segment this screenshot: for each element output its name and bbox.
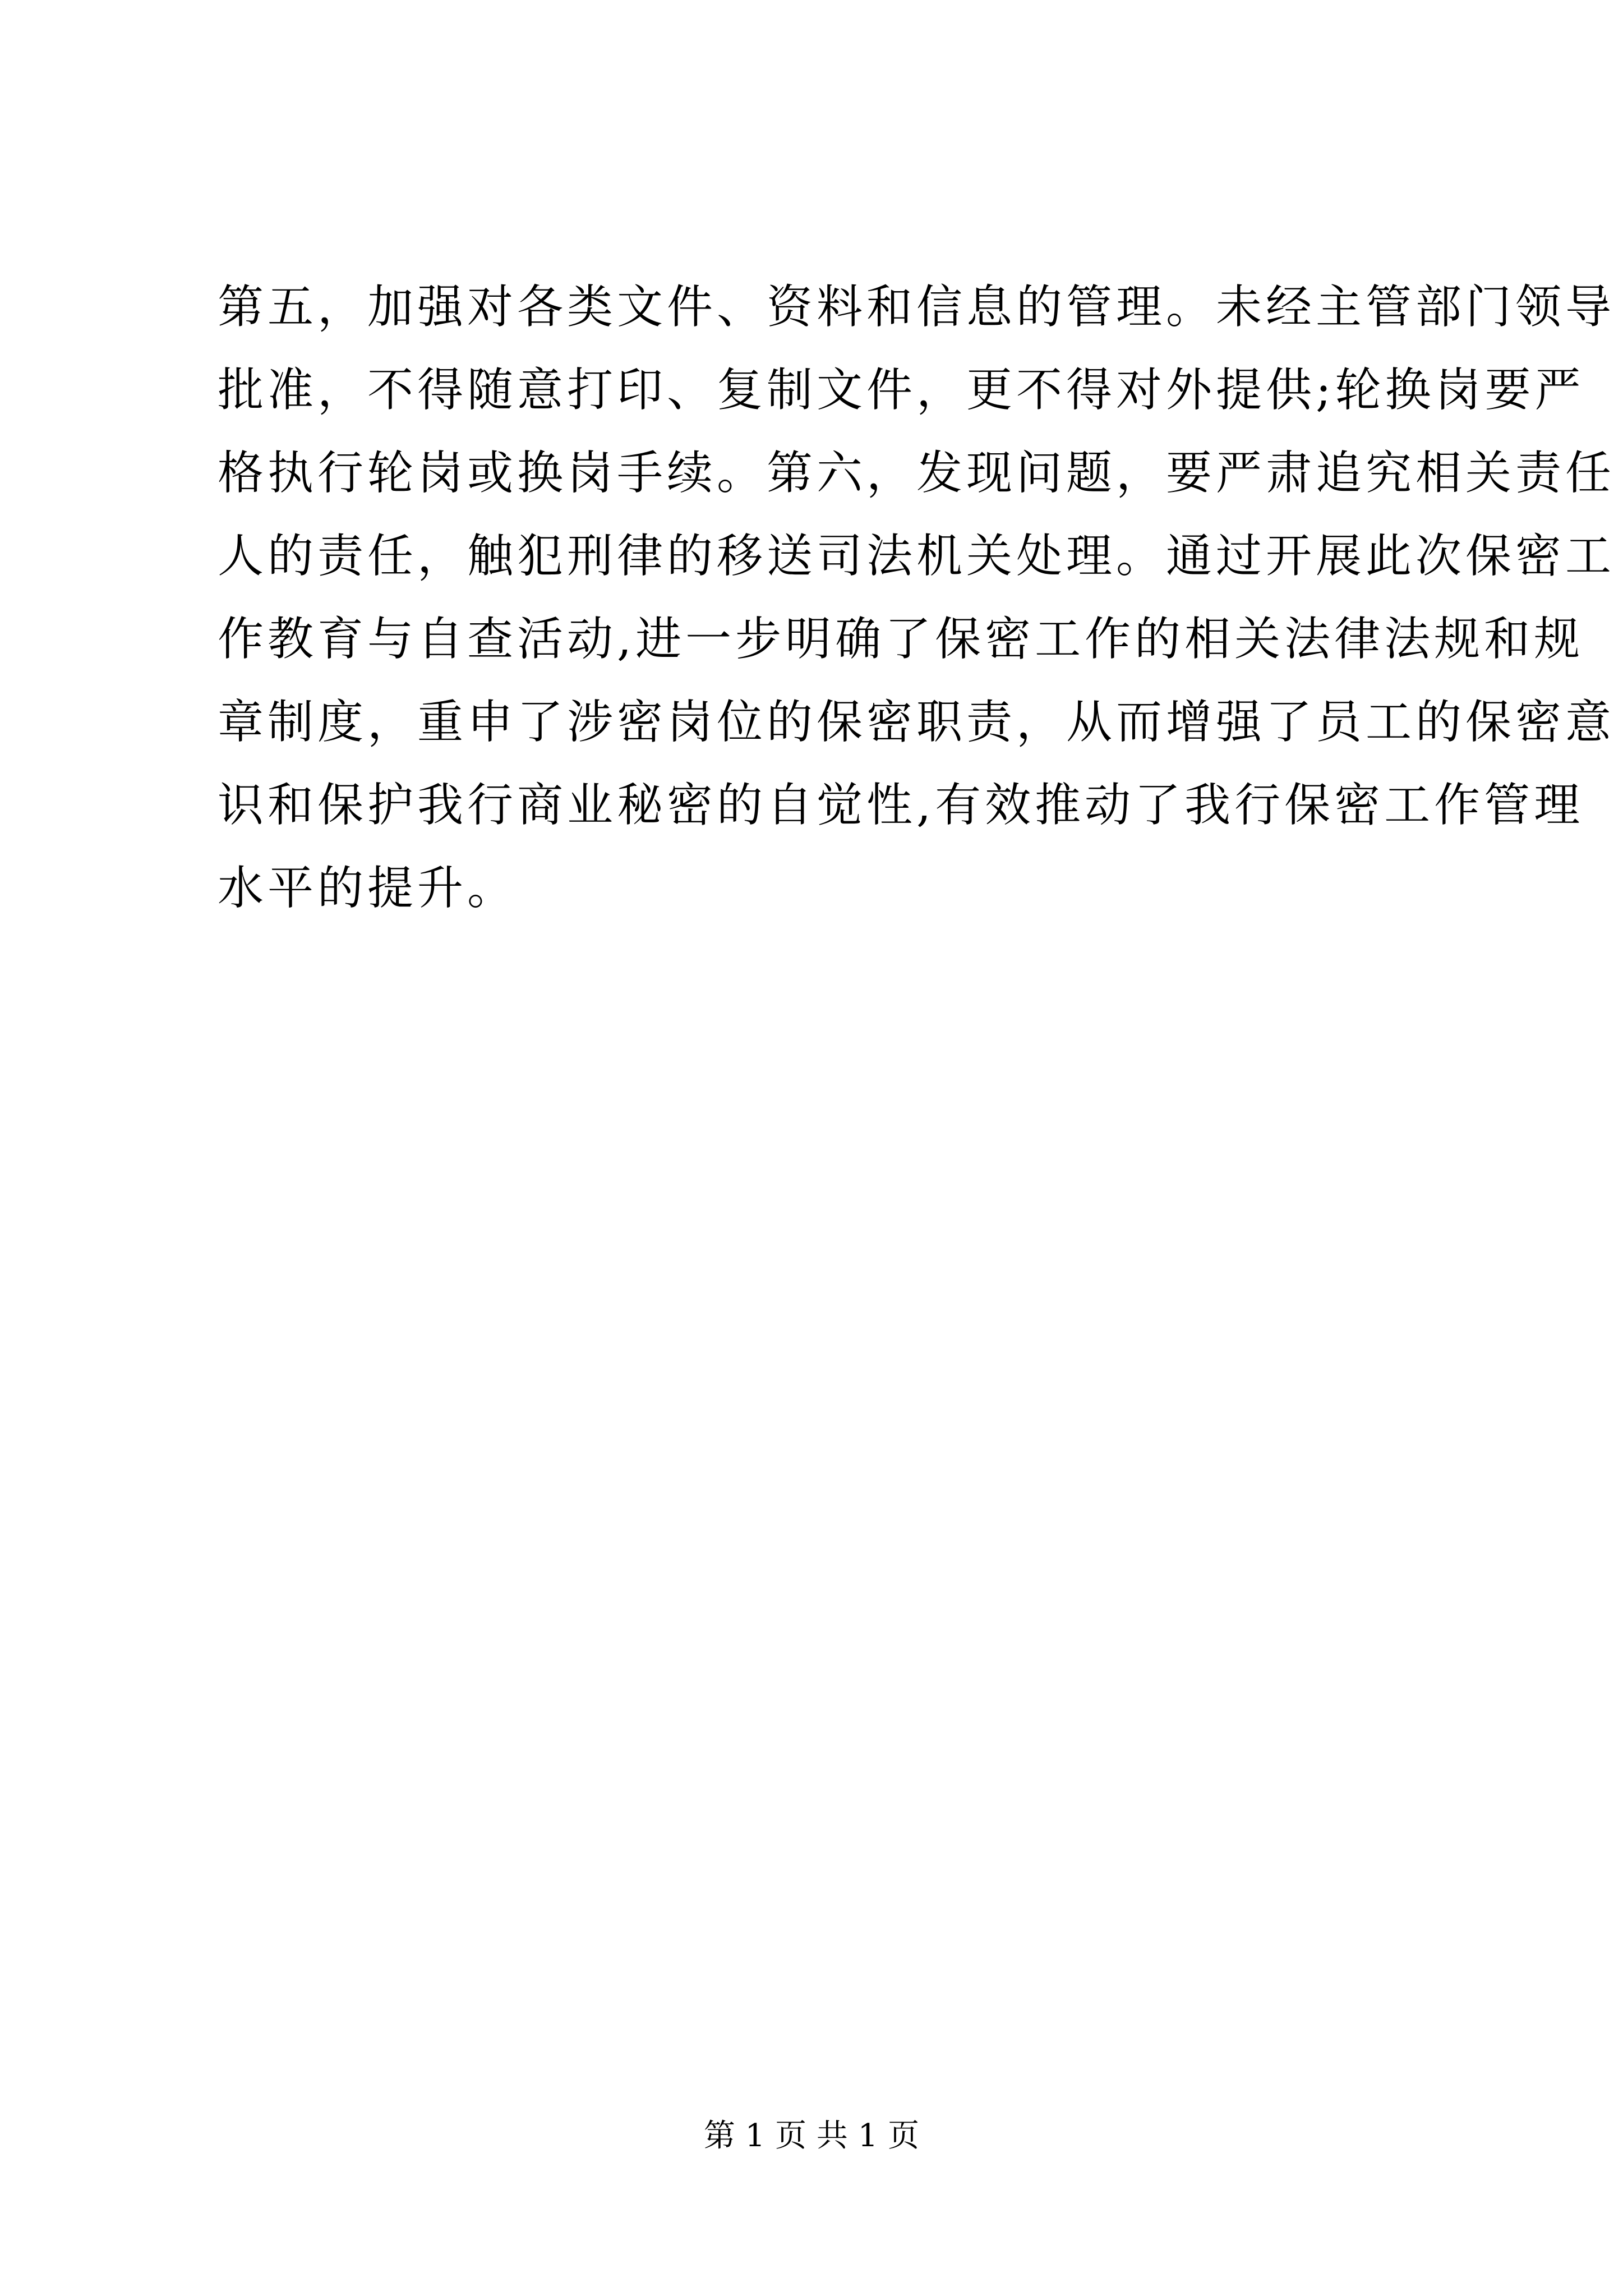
paragraph-line: 格执行轮岗或换岗手续。第六，发现问题，要严肃追究相关责任 xyxy=(218,447,1616,500)
paragraph-line: 章制度，重申了涉密岗位的保密职责，从而增强了员工的保密意 xyxy=(218,696,1616,749)
body-paragraph xyxy=(218,266,1616,930)
paragraph-line: 第五，加强对各类文件、资料和信息的管理。未经主管部门领导 xyxy=(218,280,1616,334)
paragraph-line: 作教育与自查活动,进一步明确了保密工作的相关法律法规和规 xyxy=(218,613,1584,666)
paragraph-line: 人的责任，触犯刑律的移送司法机关处理。通过开展此次保密工 xyxy=(218,530,1616,583)
paragraph-line: 水平的提升。 xyxy=(218,862,518,915)
paragraph-line: 批准，不得随意打印、复制文件，更不得对外提供;轮换岗要严 xyxy=(218,364,1585,417)
paragraph-line: 识和保护我行商业秘密的自觉性,有效推动了我行保密工作管理 xyxy=(218,779,1584,832)
page-number-footer: 第 1 页 共 1 页 xyxy=(703,2118,920,2154)
